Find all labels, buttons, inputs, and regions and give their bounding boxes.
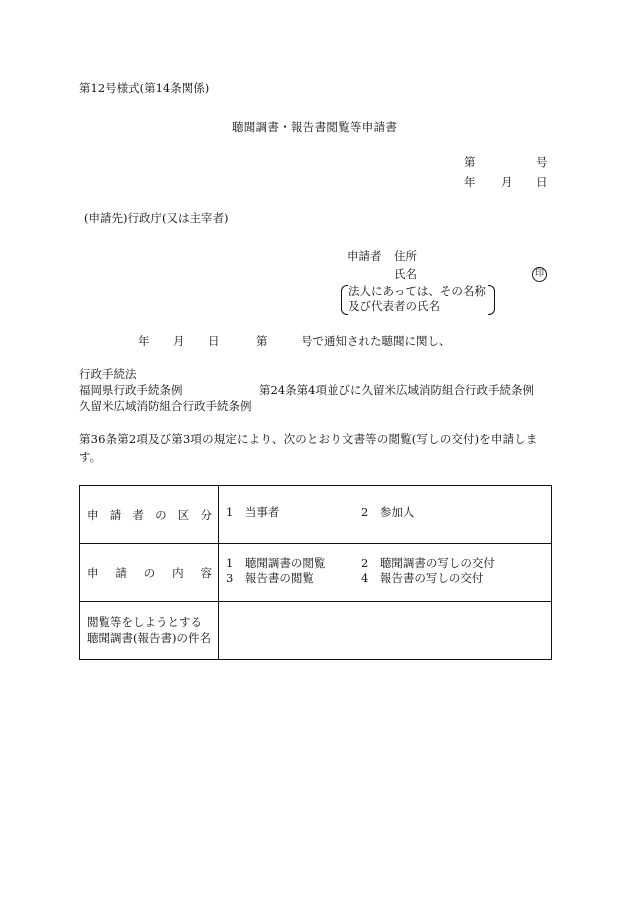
notice-dai: 第 bbox=[256, 334, 268, 348]
body-line-2: す。 bbox=[79, 450, 102, 464]
option-party[interactable]: 1 当事者 bbox=[226, 504, 280, 519]
form-number: 第12号様式(第14条関係) bbox=[79, 81, 210, 95]
recipient: (申請先)行政庁(又は主宰者) bbox=[84, 211, 229, 225]
label-char: の bbox=[155, 507, 167, 522]
date-year: 年 bbox=[464, 175, 476, 189]
request-content-options[interactable] bbox=[219, 544, 552, 602]
notice-month: 月 bbox=[173, 334, 185, 348]
label-char: 請 bbox=[115, 565, 127, 580]
subject-label-line1: 閲覧等をしようとする bbox=[87, 614, 202, 629]
option-view-hearing-record[interactable]: 1 聴聞調書の閲覧 bbox=[226, 555, 326, 570]
label-char: 容 bbox=[200, 565, 212, 580]
applicant-label: 申請者 bbox=[347, 249, 382, 263]
applicant-type-options[interactable] bbox=[219, 486, 552, 544]
label-char: 分 bbox=[200, 507, 212, 522]
name-label: 氏名 bbox=[394, 267, 417, 281]
label-char: の bbox=[143, 565, 156, 580]
law-1: 行政手続法 bbox=[79, 367, 137, 381]
option-copy-hearing-record[interactable]: 2 聴聞調書の写しの交付 bbox=[361, 555, 495, 570]
notice-year: 年 bbox=[138, 334, 150, 348]
right-bracket bbox=[488, 285, 495, 315]
table-row-request-content bbox=[80, 544, 552, 602]
subject-field[interactable] bbox=[219, 602, 552, 660]
notice-day: 日 bbox=[208, 334, 220, 348]
law-2-suffix: 第24条第4項並びに久留米広域消防組合行政手続条例 bbox=[259, 383, 534, 397]
table-row-applicant-type bbox=[80, 486, 552, 544]
doc-no-go: 号 bbox=[536, 155, 548, 169]
option-participant[interactable]: 2 参加人 bbox=[361, 504, 415, 519]
corp-note-line2: 及び代表者の氏名 bbox=[348, 299, 440, 313]
body-line-1: 第36条第2項及び第3項の規定により、次のとおり文書等の閲覧(写しの交付)を申請しま bbox=[79, 432, 538, 446]
address-label: 住所 bbox=[394, 249, 417, 263]
label-char: 内 bbox=[172, 565, 184, 580]
label-char: 申 bbox=[87, 507, 99, 522]
law-3: 久留米広域消防組合行政手続条例 bbox=[79, 399, 252, 413]
doc-no-dai: 第 bbox=[464, 155, 476, 169]
option-copy-report[interactable]: 4 報告書の写しの交付 bbox=[361, 570, 484, 585]
subject-label-line2: 聴聞調書(報告書)の件名 bbox=[87, 630, 211, 645]
application-table bbox=[79, 485, 552, 660]
label-char: 者 bbox=[132, 507, 144, 522]
seal-mark: 印 bbox=[532, 267, 547, 282]
corp-note-line1: 法人にあっては、その名称 bbox=[348, 284, 486, 298]
subject-label bbox=[80, 602, 219, 660]
notice-text: 号で通知された聴聞に関し、 bbox=[301, 334, 451, 348]
option-view-report[interactable]: 3 報告書の閲覧 bbox=[226, 570, 314, 585]
request-content-label bbox=[80, 544, 219, 602]
left-bracket bbox=[341, 285, 348, 315]
table-row-subject bbox=[80, 602, 552, 660]
label-char: 請 bbox=[109, 507, 122, 522]
page-title: 聴聞調書・報告書閲覧等申請書 bbox=[232, 120, 398, 134]
law-2: 福岡県行政手続条例 bbox=[79, 383, 183, 397]
applicant-type-label bbox=[80, 486, 219, 544]
date-day: 日 bbox=[536, 175, 548, 189]
label-char: 申 bbox=[87, 565, 99, 580]
date-month: 月 bbox=[501, 175, 513, 189]
label-char: 区 bbox=[177, 507, 190, 522]
